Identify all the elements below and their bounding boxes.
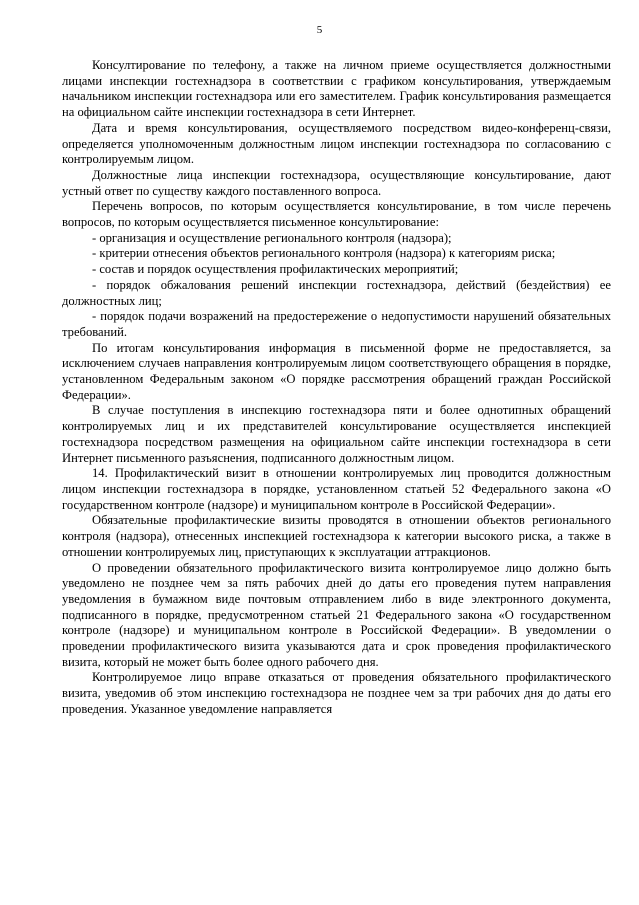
list-item-organization: - организация и осуществление регионального контроля (надзора); [92,230,452,245]
paragraph-similar-requests: В случае поступления в инспекцию гостехнадзора пяти и более однотипных обращений контролируемых лиц и их представителей консультирование осуществляется инспекцией гостехнадзора посредством размещения на официальном сайте инспекции гостехнадзора в сети Интернет письменного разъяснения, подписанного должностным лицом. [62,403,611,465]
paragraph-question-list-intro: Перечень вопросов, по которым осуществляется консультирование, в том числе перечень вопросов, по которым осуществляется письменное консультирование: [62,199,611,230]
paragraph-mandatory-visits: Обязательные профилактические визиты проводятся в отношении объектов регионального контроля (надзора), отнесенных инспекцией гостехнадзора к категории высокого риска, а также в отношении контролируемых лиц, приступающих к эксплуатации аттракционов. [62,513,611,559]
paragraph-oral-answer: Должностные лица инспекции гостехнадзора, осуществляющие консультирование, дают устный ответ по существу каждого поставленного вопроса. [62,167,611,198]
page-number: 5 [316,24,323,36]
paragraph-written-info: По итогам консультирования информация в письменной форме не предоставляется, за исключением случаев направления контролируемым лицом соответствующего обращения в порядке, установленном Федеральным законом «О порядке рассмотрения обращений граждан Российской Федерации». [62,340,611,402]
list-item-objections: - порядок подачи возражений на предостережение о недопустимости нарушений обязательных требований. [62,309,611,339]
document-body [62,58,611,718]
list-item-appeal-procedure: - порядок обжалования решений инспекции гостехнадзора, действий (бездействия) ее должностных лиц; [62,277,611,308]
paragraph-visit-refusal: Контролируемое лицо вправе отказаться от проведения обязательного профилактического визита, уведомив об этом инспекцию гостехнадзора не позднее чем за три рабочих дня до даты его проведения. Указанное уведомление направляется [62,670,611,716]
list-item-risk-criteria: - критерии отнесения объектов регионального контроля (надзора) к категориям риска; [92,246,556,261]
list-item-preventive-measures: - состав и порядок осуществления профилактических мероприятий; [92,262,459,277]
paragraph-consulting-phone: Консултирование по телефону, а также на личном приеме осуществляется должностными лицами инспекции гостехнадзора в соответствии с графиком консультирования, утверждаемым начальником инспекции гостехнадзора или его заместителем. График консультирования размещается на официальном сайте инспекции гостехнадзора в сети Интернет. [62,58,611,120]
paragraph-section-14: 14. Профилактический визит в отношении контролируемых лиц проводится должностным лицом инспекции гостехнадзора в порядке, установленном статьей 52 Федерального закона «О государственном контроле (надзоре) и муниципальном контроле в Российской Федерации». [62,466,611,512]
paragraph-videoconference: Дата и время консультирования, осуществляемого посредством видео-конференц-связи, определяется уполномоченным должностным лицом инспекции гостехнадзора по согласованию с контролируемым лицом. [62,120,611,167]
paragraph-visit-notification: О проведении обязательного профилактического визита контролируемое лицо должно быть уведомлено не позднее чем за пять рабочих дней до даты его проведения путем направления уведомления в бумажном виде почтовым отправлением либо в виде электронного документа, подписанного в порядке, предусмотренном статьей 21 Федерального закона «О государственном контроле (надзоре) и муниципальном контроле в Российской Федерации». В уведомлении о проведении профилактического визита указываются дата и срок проведения профилактического визита, который не может быть более одного рабочего дня. [62,560,611,669]
